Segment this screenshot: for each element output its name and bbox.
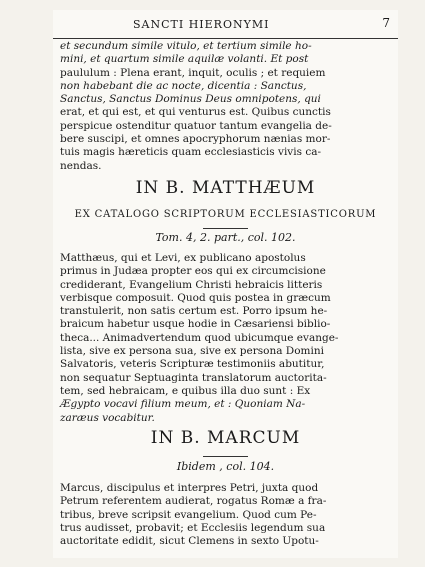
mark-paragraph <box>60 482 392 548</box>
text-line: tribus, breve scripsit evangelium. Quod cum Pe- <box>60 508 317 521</box>
running-head: SANCTI HIERONYMI <box>133 18 270 31</box>
text-line: perspicue ostenditur quatuor tantum evangelia de- <box>60 119 332 132</box>
book-page <box>53 10 398 558</box>
section-title-mark: IN B. MARCUM <box>150 428 301 448</box>
text-line: Salvatoris, veteris Scripturæ testimoniis abutitur, <box>60 358 325 371</box>
section-title-matthew: IN B. MATTHÆUM <box>135 178 316 198</box>
text-line: lista, sive ex persona sua, sive ex persona Domini <box>60 345 324 358</box>
text-line: Petrum referentem audierat, rogatus Romæ a fra- <box>60 495 327 508</box>
header-rule <box>53 38 398 39</box>
text-line: crediderant, Evangelium Christi hebraicis litteris <box>60 278 323 291</box>
citation-matthew: Tom. 4, 2. part., col. 102. <box>155 231 296 244</box>
page-number: 7 <box>382 16 390 30</box>
text-line: theca... Animadvertendum quod ubicumque evange- <box>60 331 339 344</box>
divider <box>203 456 248 457</box>
text-line: zaræus vocabitur. <box>60 411 155 424</box>
text-line: mini, et quartum simile aquilæ volanti. Et post <box>60 53 309 66</box>
text-line: braicum habetur usque hodie in Cæsariensi biblio- <box>60 318 331 331</box>
text-line: et secundum simile vitulo, et tertium simile ho- <box>60 40 312 52</box>
text-line: verbisque composuit. Quod quis postea in græcum <box>60 291 331 304</box>
text-line: Sanctus, Sanctus Dominus Deus omnipotens, qui <box>60 93 321 106</box>
intro-paragraph <box>60 40 392 173</box>
text-line: primus in Judæa propter eos qui ex circumcisione <box>60 265 326 278</box>
matthew-paragraph <box>60 252 392 425</box>
text-line: trus audisset, probavit; et Ecclesiis legendum sua <box>60 521 326 534</box>
text-line: transtulerit, non satis certum est. Porro ipsum he- <box>60 305 328 318</box>
text-line: Matthæus, qui et Levi, ex publicano apostolus <box>60 252 306 264</box>
text-line: erat, et qui est, et qui venturus est. Quibus cunctis <box>60 106 331 119</box>
text-line: tuis magis hæreticis quam ecclesiasticis vivis ca- <box>60 146 322 159</box>
text-line: Ægypto vocavi filium meum, et : Quoniam Na- <box>60 398 306 411</box>
text-line: Marcus, discipulus et interpres Petri, juxta quod <box>60 482 319 494</box>
citation-mark: Ibidem , col. 104. <box>176 460 275 473</box>
text-line: non habebant die ac nocte, dicentia : Sanctus, <box>60 79 307 92</box>
text-line: tem, sed hebraicam, e quibus illa duo sunt : Ex <box>60 384 311 397</box>
text-line: auctoritate edidit, sicut Clemens in sexto Upotu- <box>60 535 319 548</box>
section-subtitle: EX CATALOGO SCRIPTORUM ECCLESIASTICORUM <box>74 209 377 220</box>
divider <box>203 228 248 229</box>
text-line: nendas. <box>60 159 102 172</box>
text-line: bere suscipi, et omnes apocryphorum nænias mor- <box>60 133 331 146</box>
text-line: paululum : Plena erant, inquit, oculis ; et requiem <box>60 66 326 79</box>
text-line: non sequatur Septuaginta translatorum auctorita- <box>60 371 327 384</box>
